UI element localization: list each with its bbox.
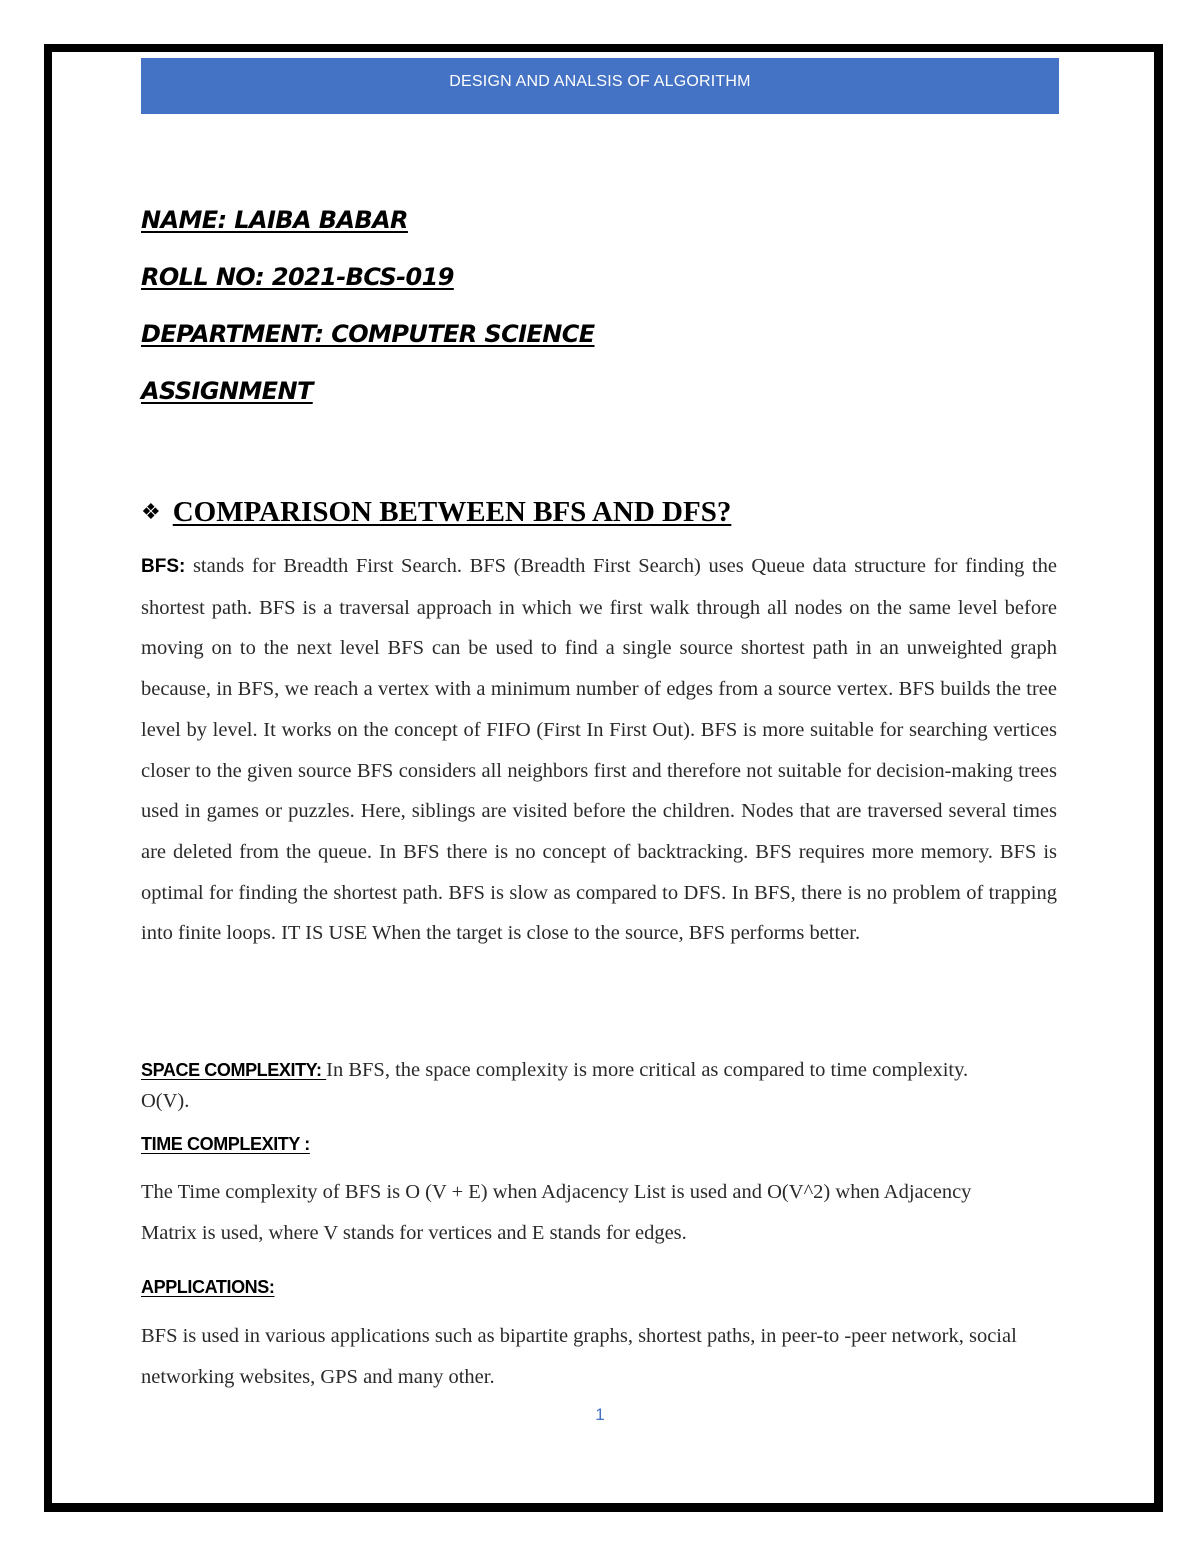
roll-number: ROLL NO: 2021-BCS-019 — [141, 263, 454, 291]
space-complexity-block — [141, 1055, 1001, 1117]
section-heading-text: COMPARISON BETWEEN BFS AND DFS? — [172, 496, 732, 528]
page-number: 1 — [595, 1405, 605, 1424]
bfs-text: stands for Breadth First Search. BFS (Breadth First Search) uses Queue data structure for finding the shortest path. BFS is a traversal approach in which we first walk through all nodes on the same level before moving on to the next level BFS can be used to find a single source shortest path in an unweighted graph because, in BFS, we reach a vertex with a minimum number of edges from a source vertex. BFS builds the tree level by level. It works on the concept of FIFO (First In First Out). BFS is more suitable for searching vertices closer to the given source BFS considers all neighbors first and therefore not suitable for decision-making trees used in games or puzzles. Here, siblings are visited before the children. Nodes that are traversed several times are deleted from the queue. In BFS there is no concept of backtracking. BFS requires more memory. BFS is optimal for finding the shortest path. BFS is slow as compared to DFS. In BFS, there is no problem of trapping into finite loops. IT IS USE When the target is close to the source, BFS performs better. — [141, 555, 1057, 945]
applications-label: APPLICATIONS: — [141, 1277, 275, 1297]
time-complexity-text: The Time complexity of BFS is O (V + E) when Adjacency List is used and O(V^2) when Adjacency Matrix is used, where V stands for vertices and E stands for edges. — [141, 1181, 972, 1244]
space-complexity-label: SPACE COMPLEXITY: — [141, 1060, 327, 1080]
time-complexity-heading — [141, 1133, 310, 1156]
applications-text: BFS is used in various applications such as bipartite graphs, shortest paths, in peer-to -peer network, social networking websites, GPS and many other. — [141, 1325, 1017, 1388]
diamond-bullet-icon: ❖ — [141, 500, 161, 525]
time-complexity-label: TIME COMPLEXITY : — [141, 1134, 310, 1154]
section-heading — [141, 496, 731, 529]
student-name: NAME: LAIBA BABAR — [141, 206, 408, 234]
document-header: DESIGN AND ANALSIS OF ALGORITHM — [141, 58, 1059, 114]
assignment-label: ASSIGNMENT — [141, 377, 313, 405]
applications-heading — [141, 1276, 274, 1299]
space-complexity-text: In BFS, the space complexity is more critical as compared to time complexity. O(V). — [141, 1059, 969, 1112]
bfs-paragraph — [141, 546, 1057, 954]
bfs-label: BFS: — [141, 556, 186, 577]
department: DEPARTMENT: COMPUTER SCIENCE — [141, 320, 595, 348]
